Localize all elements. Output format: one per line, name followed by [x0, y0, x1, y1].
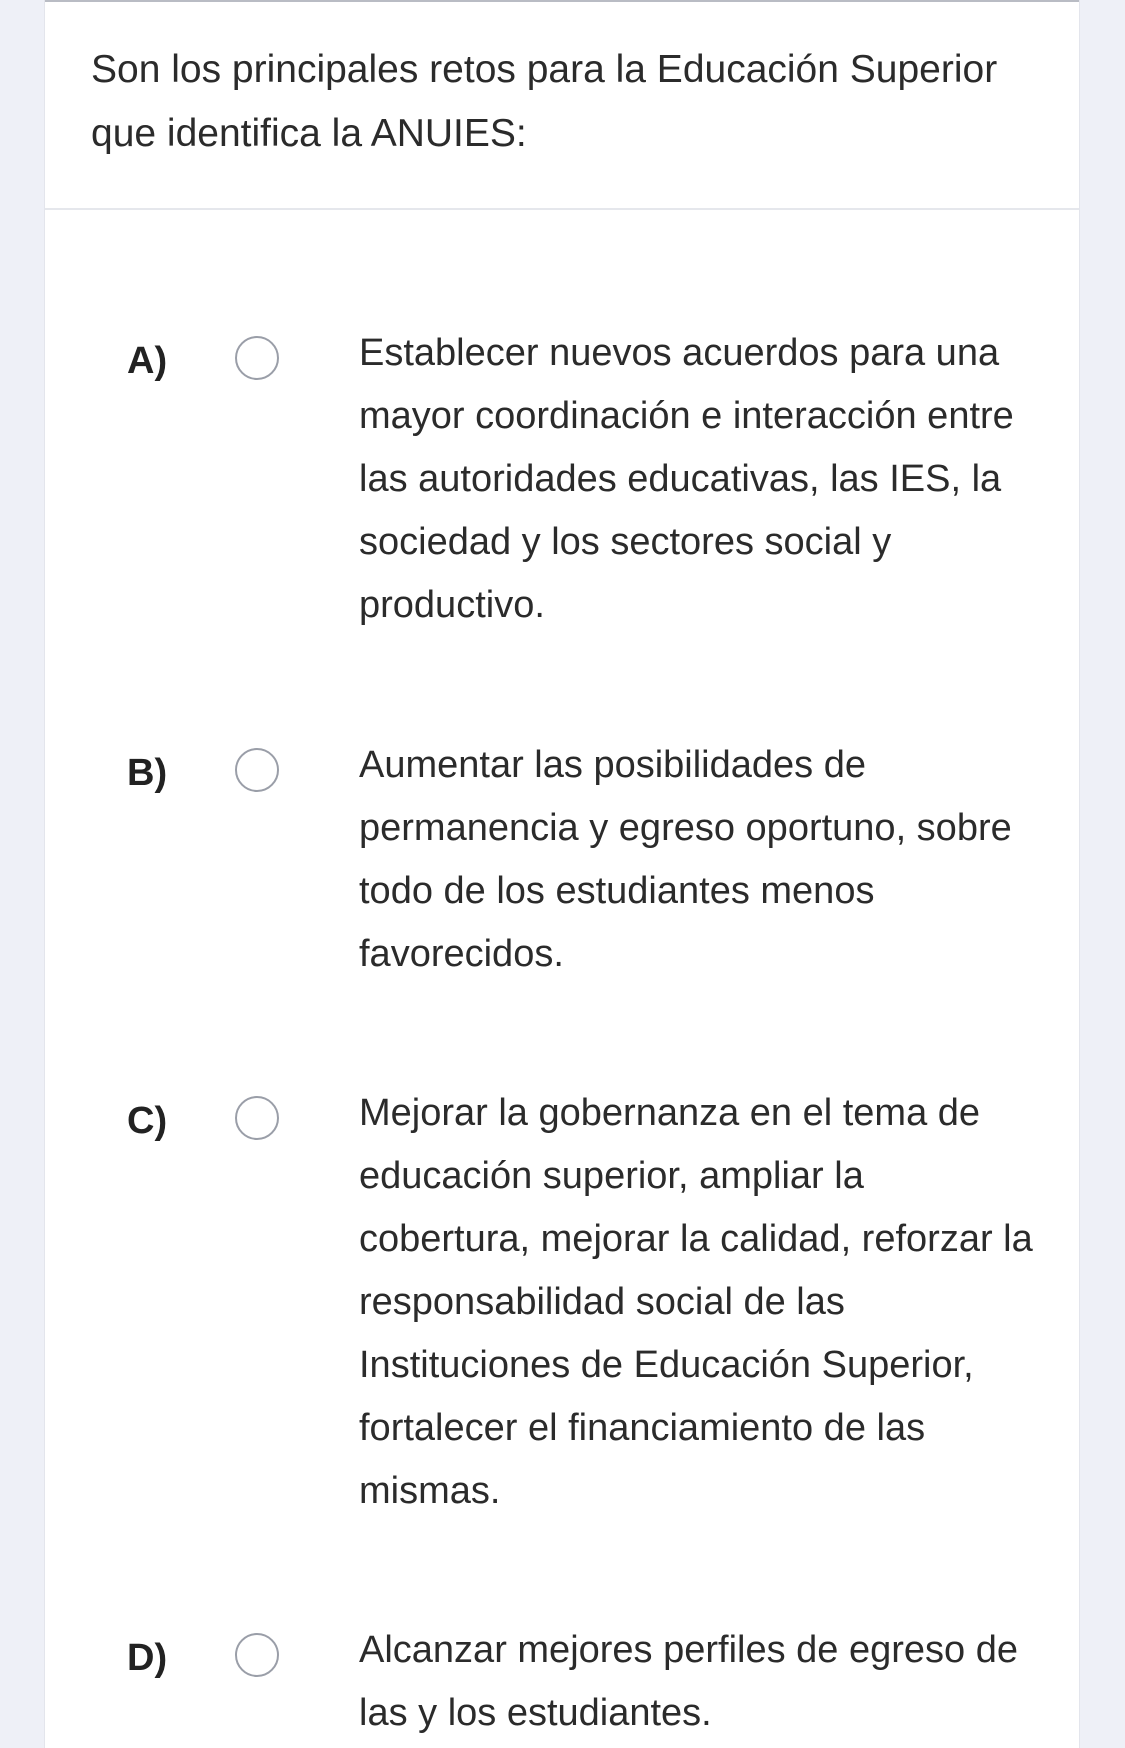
question-text: Son los principales retos para la Educación Superior que identifica la ANUIES: — [91, 48, 998, 155]
option-d-radio[interactable] — [235, 1633, 279, 1677]
option-c-letter: C) — [127, 1100, 168, 1142]
option-a-radio[interactable] — [235, 336, 279, 380]
option-b-radio[interactable] — [235, 748, 279, 792]
option-b-text: Aumentar las posibilidades de permanencia y egreso oportuno, sobre todo de los estudiantes menos favorecidos. — [359, 744, 1012, 975]
option-d-letter: D) — [127, 1637, 168, 1679]
top-border — [45, 0, 1079, 2]
quiz-card — [44, 0, 1080, 1748]
option-b-letter: B) — [127, 752, 168, 794]
divider — [45, 208, 1079, 210]
option-a-letter: A) — [127, 340, 168, 382]
option-d-text: Alcanzar mejores perfiles de egreso de las y los estudiantes. — [359, 1629, 1019, 1734]
option-c-radio[interactable] — [235, 1096, 279, 1140]
option-a-text: Establecer nuevos acuerdos para una mayor coordinación e interacción entre las autoridades educativas, las IES, la sociedad y los sectores social y productivo. — [359, 332, 1014, 626]
option-c-text: Mejorar la gobernanza en el tema de educación superior, ampliar la cobertura, mejorar la calidad, reforzar la responsabilidad social de las Instituciones de Educación Superior, fortalecer el financiamiento de las mismas. — [359, 1092, 1033, 1512]
